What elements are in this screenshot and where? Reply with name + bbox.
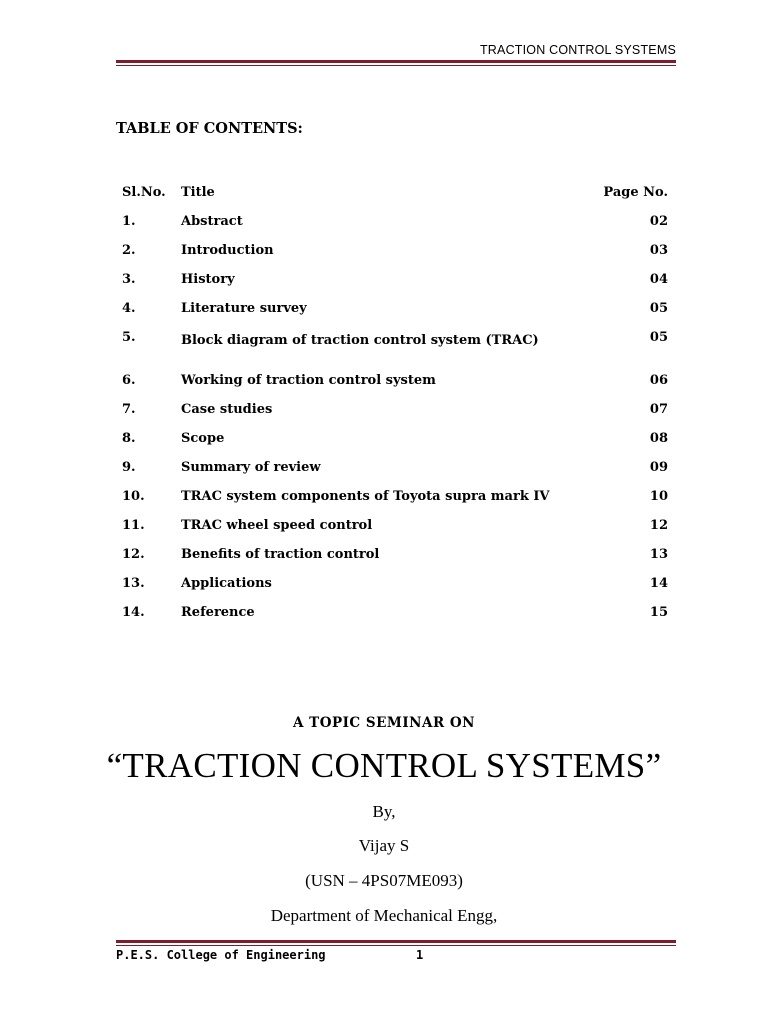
toc-row-page: 04 [649,272,668,287]
toc-row-title: Summary of review [181,460,321,475]
toc-row-title: Block diagram of traction control system (TRAC) [181,333,539,348]
toc-row-page: 05 [649,301,668,316]
toc-row-page: 08 [649,431,668,446]
toc-row-title: History [181,272,235,287]
toc-row-number: 1. [122,214,136,229]
toc-row-number: 5. [122,330,136,345]
toc-row-title: Abstract [181,214,243,229]
header-rule [116,60,676,66]
toc-row-title: Introduction [181,243,274,258]
author-usn: (USN – 4PS07ME093) [305,871,463,890]
toc-row-number: 10. [122,489,145,504]
toc-row-page: 12 [649,518,668,533]
footer-rule [116,940,676,946]
toc-row-title: TRAC system components of Toyota supra mark IV [181,489,550,504]
toc-row-title: Applications [181,576,272,591]
toc-row-number: 7. [122,402,136,417]
footer-college: P.E.S. College of Engineering [116,948,326,962]
toc-row-page: 15 [649,605,668,620]
toc-row-page: 09 [649,460,668,475]
seminar-title: “TRACTION CONTROL SYSTEMS” [106,746,662,785]
toc-row-title: Case studies [181,402,273,417]
running-header-title: TRACTION CONTROL SYSTEMS [479,43,676,57]
toc-row-page: 03 [649,243,668,258]
toc-row-number: 14. [122,605,145,620]
toc-row-page: 02 [649,214,668,229]
toc-row-title: Scope [181,431,225,446]
toc-heading: TABLE OF CONTENTS: [116,120,303,137]
toc-row-page: 10 [649,489,668,504]
toc-row-number: 13. [122,576,145,591]
column-header-page: Page No. [603,185,668,200]
toc-row-page: 13 [649,547,668,562]
toc-row-page: 14 [649,576,668,591]
column-header-title: Title [181,185,215,200]
toc-row-title: Working of traction control system [181,373,436,388]
toc-row-number: 12. [122,547,145,562]
toc-row-number: 3. [122,272,136,287]
toc-row-number: 2. [122,243,136,258]
toc-row-title: TRAC wheel speed control [181,518,373,533]
footer-page-number: 1 [416,948,424,962]
author-name: Vijay S [358,836,410,855]
toc-row-page: 06 [649,373,668,388]
toc-row-number: 8. [122,431,136,446]
toc-row-page: 05 [649,330,668,345]
toc-row-number: 9. [122,460,136,475]
seminar-label: A TOPIC SEMINAR ON [292,715,476,731]
toc-row-number: 11. [122,518,145,533]
toc-row-number: 6. [122,373,136,388]
toc-row-title: Literature survey [181,301,307,316]
department-name: Department of Mechanical Engg, [270,906,498,925]
toc-row-title: Benefits of traction control [181,547,380,562]
column-header-slno: Sl.No. [122,185,166,200]
toc-row-number: 4. [122,301,136,316]
by-label: By, [372,802,396,821]
toc-row-title: Reference [181,605,255,620]
toc-row-page: 07 [649,402,668,417]
